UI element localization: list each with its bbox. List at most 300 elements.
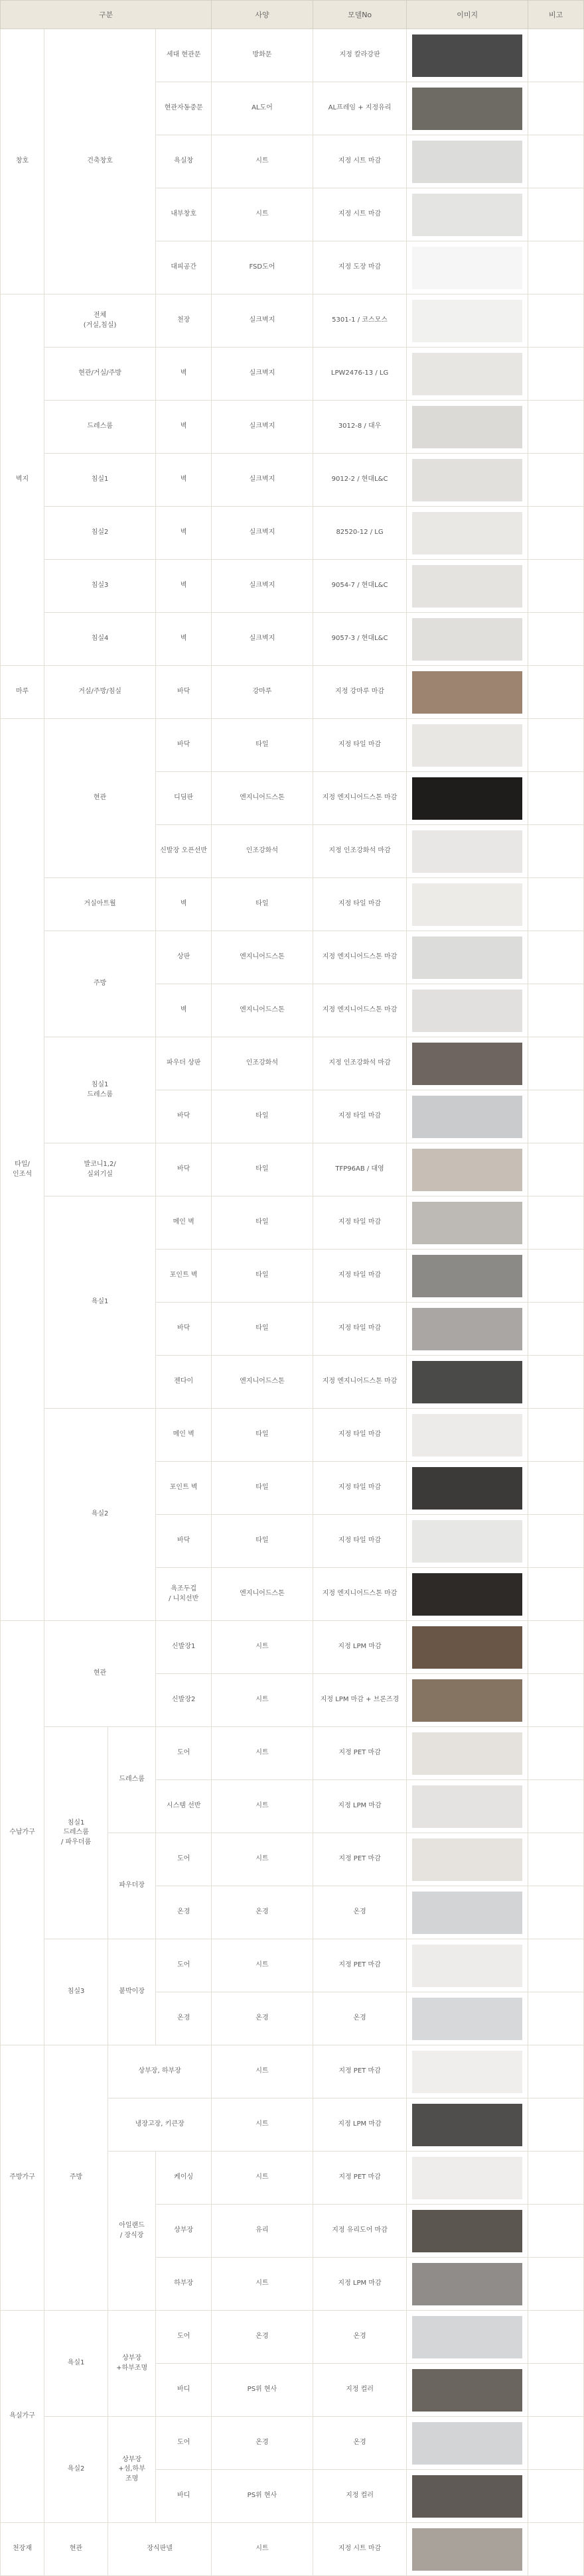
model-cell: 지정 LPM 마감 (313, 1621, 407, 1674)
spec-cell: 실크벽지 (212, 401, 313, 454)
spec-cell: 시트 (212, 1780, 313, 1833)
item-label: 신발장 오픈선반 (156, 825, 212, 878)
note-cell (528, 878, 583, 931)
item-label: 바닥 (156, 1303, 212, 1356)
note-cell (528, 1090, 583, 1143)
subcategory-label: 침실3 (44, 560, 156, 613)
image-cell (407, 294, 528, 348)
group-label: 파우더장 (108, 1833, 156, 1939)
image-cell (407, 29, 528, 82)
spec-cell: PS위 현사 (212, 2364, 313, 2417)
group-label: 욕실2 (44, 1409, 156, 1621)
model-cell: AL프레임 + 지정유리 (313, 82, 407, 135)
spec-cell: 타일 (212, 878, 313, 931)
spec-cell: 타일 (212, 1143, 313, 1196)
table-row (1, 1939, 584, 1992)
note-cell (528, 2205, 583, 2258)
note-cell (528, 2417, 583, 2470)
material-swatch (412, 2104, 522, 2146)
table-row (1, 348, 584, 401)
item-label: 도어 (156, 1833, 212, 1886)
note-cell (528, 135, 583, 188)
note-cell (528, 507, 583, 560)
subcategory-label: 현관/거실/주방 (44, 348, 156, 401)
note-cell (528, 1621, 583, 1674)
model-cell: 지정 PET 마감 (313, 1939, 407, 1992)
model-cell: 지정 타일 마감 (313, 878, 407, 931)
note-cell (528, 984, 583, 1037)
note-cell (528, 825, 583, 878)
note-cell (528, 931, 583, 984)
item-label: 냉장고장, 키큰장 (108, 2098, 212, 2152)
material-swatch (412, 2051, 522, 2093)
group-label: 상부장 +하부조명 (108, 2311, 156, 2417)
model-cell: 3012-8 / 대우 (313, 401, 407, 454)
item-label: 상부장, 하부장 (108, 2045, 212, 2098)
note-cell (528, 1250, 583, 1303)
group-label: 주방 (44, 2045, 108, 2311)
subcategory-label: 드레스룸 (44, 401, 156, 454)
note-cell (528, 2311, 583, 2364)
note-cell (528, 1196, 583, 1250)
item-label: 포인트 벽 (156, 1462, 212, 1515)
group-label: 현관 (44, 2523, 108, 2576)
note-cell (528, 2258, 583, 2311)
material-swatch (412, 247, 522, 289)
spec-cell: 타일 (212, 1303, 313, 1356)
item-label: 젠다이 (156, 1356, 212, 1409)
spec-cell: 타일 (212, 1196, 313, 1250)
note-cell (528, 348, 583, 401)
material-swatch (412, 1785, 522, 1828)
image-cell (407, 348, 528, 401)
item-label: 상판 (156, 931, 212, 984)
subcategory-label: 거실/주방/침실 (44, 666, 156, 719)
group-label: 현관 (44, 1621, 156, 1727)
item-label: 바닥 (156, 1515, 212, 1568)
model-cell: 지정 칼라강판 (313, 29, 407, 82)
spec-cell: 시트 (212, 1833, 313, 1886)
material-swatch (412, 1732, 522, 1775)
model-cell: 지정 타일 마감 (313, 1303, 407, 1356)
image-cell (407, 1143, 528, 1196)
header-row (1, 1, 584, 29)
image-cell (407, 2205, 528, 2258)
group-label: 창호 (1, 29, 44, 294)
group-label: 타일/ 인조석 (1, 719, 44, 1621)
material-swatch (412, 194, 522, 236)
material-swatch (412, 2422, 522, 2465)
material-swatch (412, 406, 522, 448)
note-cell (528, 613, 583, 666)
item-label: 욕실창 (156, 135, 212, 188)
image-cell (407, 1674, 528, 1727)
material-swatch (412, 2475, 522, 2518)
item-label: 벽 (156, 401, 212, 454)
image-cell (407, 772, 528, 825)
note-cell (528, 2152, 583, 2205)
item-label: 시스템 선반 (156, 1780, 212, 1833)
spec-cell: 시트 (212, 2523, 313, 2576)
image-cell (407, 507, 528, 560)
table-row (1, 507, 584, 560)
model-cell: 5301-1 / 코스모스 (313, 294, 407, 348)
material-swatch (412, 565, 522, 608)
spec-cell: 온경 (212, 2417, 313, 2470)
note-cell (528, 719, 583, 772)
spec-cell: 온경 (212, 1886, 313, 1939)
image-cell (407, 613, 528, 666)
group-label: 마루 (1, 666, 44, 719)
model-cell: 지정 인조강화석 마감 (313, 825, 407, 878)
table-row (1, 1409, 584, 1462)
material-swatch (412, 2210, 522, 2252)
model-cell: LPW2476-13 / LG (313, 348, 407, 401)
model-cell: 9012-2 / 현대L&C (313, 454, 407, 507)
image-cell (407, 2364, 528, 2417)
item-label: 신발장2 (156, 1674, 212, 1727)
spec-cell: 실크벽지 (212, 348, 313, 401)
spec-cell: 방화문 (212, 29, 313, 82)
model-cell: 지정 시트 마감 (313, 188, 407, 241)
spec-cell: 엔지니어드스톤 (212, 931, 313, 984)
item-label: 도어 (156, 2417, 212, 2470)
item-label: 세대 현관문 (156, 29, 212, 82)
note-cell (528, 188, 583, 241)
item-label: 바디 (156, 2470, 212, 2523)
table-row (1, 2045, 584, 2098)
model-cell: 지정 엔지니어드스톤 마감 (313, 1356, 407, 1409)
model-cell: 지정 엔지니어드스톤 마감 (313, 772, 407, 825)
image-cell (407, 719, 528, 772)
group-label: 현관 (44, 719, 156, 878)
material-swatch (412, 1626, 522, 1669)
note-cell (528, 1833, 583, 1886)
spec-cell: 시트 (212, 2258, 313, 2311)
spec-cell: 실크벽지 (212, 613, 313, 666)
model-cell: 지정 강마루 마감 (313, 666, 407, 719)
model-cell: 지정 엔지니어드스톤 마감 (313, 984, 407, 1037)
spec-cell: 시트 (212, 1939, 313, 1992)
note-cell (528, 1303, 583, 1356)
group-label: 욕실가구 (1, 2311, 44, 2523)
group-label: 드레스룸 (108, 1727, 156, 1833)
item-label: 벽 (156, 560, 212, 613)
image-cell (407, 1356, 528, 1409)
item-label: 욕조두겁 / 니치선반 (156, 1568, 212, 1621)
header-note: 비고 (528, 1, 583, 29)
image-cell (407, 1303, 528, 1356)
image-cell (407, 2311, 528, 2364)
image-cell (407, 1515, 528, 1568)
material-swatch (412, 1308, 522, 1350)
spec-cell: 시트 (212, 2045, 313, 2098)
group-label: 주방 (44, 931, 156, 1037)
item-label: 대피공간 (156, 241, 212, 294)
image-cell (407, 1833, 528, 1886)
spec-cell: 시트 (212, 2098, 313, 2152)
image-cell (407, 1992, 528, 2045)
material-swatch (412, 34, 522, 77)
group-label: 천장재 (1, 2523, 44, 2576)
item-label: 바디 (156, 2364, 212, 2417)
model-cell: 지정 컬러 (313, 2470, 407, 2523)
group-label: 벽지 (1, 294, 44, 666)
material-swatch (412, 618, 522, 661)
group-label: 침실1 드레스룸 / 파우더룸 (44, 1727, 108, 1939)
model-cell: 지정 시트 마감 (313, 2523, 407, 2576)
note-cell (528, 1780, 583, 1833)
image-cell (407, 2470, 528, 2523)
header-model: 모델No (313, 1, 407, 29)
model-cell: 지정 타일 마감 (313, 1250, 407, 1303)
model-cell: 온경 (313, 1886, 407, 1939)
note-cell (528, 401, 583, 454)
item-label: 메인 벽 (156, 1409, 212, 1462)
table-row (1, 878, 584, 931)
spec-cell: 유리 (212, 2205, 313, 2258)
model-cell: 지정 PET 마감 (313, 2045, 407, 2098)
image-cell (407, 2152, 528, 2205)
material-swatch (412, 777, 522, 820)
material-swatch (412, 990, 522, 1032)
group-label: 욕실1 (44, 2311, 108, 2417)
note-cell (528, 560, 583, 613)
group-label: 발코니1,2/ 실외기실 (44, 1143, 156, 1196)
note-cell (528, 1886, 583, 1939)
image-cell (407, 984, 528, 1037)
image-cell (407, 2258, 528, 2311)
item-label: 벽 (156, 878, 212, 931)
model-cell: 지정 도장 마감 (313, 241, 407, 294)
subcategory-label: 침실4 (44, 613, 156, 666)
item-label: 바닥 (156, 666, 212, 719)
material-swatch (412, 1945, 522, 1987)
model-cell: 지정 타일 마감 (313, 1090, 407, 1143)
image-cell (407, 1780, 528, 1833)
model-cell: 지정 PET 마감 (313, 1727, 407, 1780)
table-row (1, 454, 584, 507)
spec-cell: 온경 (212, 2311, 313, 2364)
model-cell: 지정 유리도어 마감 (313, 2205, 407, 2258)
material-swatch (412, 1520, 522, 1563)
item-label: 신발장1 (156, 1621, 212, 1674)
item-label: 디딤판 (156, 772, 212, 825)
material-swatch (412, 1892, 522, 1934)
table-row (1, 666, 584, 719)
note-cell (528, 1992, 583, 2045)
table-row (1, 2311, 584, 2364)
image-cell (407, 560, 528, 613)
image-cell (407, 1621, 528, 1674)
material-swatch (412, 1838, 522, 1881)
material-swatch (412, 2369, 522, 2412)
spec-cell: 타일 (212, 1515, 313, 1568)
table-row (1, 719, 584, 772)
model-cell: 지정 타일 마감 (313, 1462, 407, 1515)
item-label: 벽 (156, 613, 212, 666)
material-swatch (412, 1096, 522, 1138)
item-label: 파우더 상판 (156, 1037, 212, 1090)
note-cell (528, 1409, 583, 1462)
note-cell (528, 1462, 583, 1515)
image-cell (407, 1090, 528, 1143)
image-cell (407, 2523, 528, 2576)
material-swatch (412, 88, 522, 130)
spec-cell: 타일 (212, 1250, 313, 1303)
image-cell (407, 878, 528, 931)
note-cell (528, 82, 583, 135)
model-cell: 지정 인조강화석 마감 (313, 1037, 407, 1090)
image-cell (407, 188, 528, 241)
group-label: 욕실1 (44, 1196, 156, 1409)
table-row (1, 560, 584, 613)
note-cell (528, 454, 583, 507)
note-cell (528, 1515, 583, 1568)
note-cell (528, 1356, 583, 1409)
image-cell (407, 1250, 528, 1303)
model-cell: 지정 LPM 마감 (313, 2258, 407, 2311)
header-category: 구분 (1, 1, 212, 29)
image-cell (407, 1886, 528, 1939)
item-label: 도어 (156, 2311, 212, 2364)
image-cell (407, 2045, 528, 2098)
model-cell: 지정 LPM 마감 + 브론즈경 (313, 1674, 407, 1727)
model-cell: 지정 타일 마감 (313, 1409, 407, 1462)
material-swatch (412, 2157, 522, 2199)
note-cell (528, 1037, 583, 1090)
group-label: 침실3 (44, 1939, 108, 2045)
material-swatch (412, 883, 522, 926)
note-cell (528, 2098, 583, 2152)
material-swatch (412, 1255, 522, 1297)
item-label: 바닥 (156, 1090, 212, 1143)
spec-cell: 엔지니어드스톤 (212, 1568, 313, 1621)
material-swatch (412, 459, 522, 501)
material-swatch (412, 1998, 522, 2040)
image-cell (407, 1409, 528, 1462)
item-label: 벽 (156, 984, 212, 1037)
spec-cell: 시트 (212, 1674, 313, 1727)
material-swatch (412, 1467, 522, 1510)
item-label: 바닥 (156, 719, 212, 772)
image-cell (407, 1939, 528, 1992)
image-cell (407, 401, 528, 454)
spec-cell: 타일 (212, 1462, 313, 1515)
spec-cell: 타일 (212, 1090, 313, 1143)
header-spec: 사양 (212, 1, 313, 29)
model-cell: 온경 (313, 1992, 407, 2045)
material-swatch (412, 512, 522, 554)
spec-cell: 시트 (212, 2152, 313, 2205)
spec-cell: 시트 (212, 135, 313, 188)
image-cell (407, 2417, 528, 2470)
model-cell: TFP96AB / 대영 (313, 1143, 407, 1196)
model-cell: 지정 시트 마감 (313, 135, 407, 188)
spec-cell: 엔지니어드스톤 (212, 772, 313, 825)
group-label: 수납가구 (1, 1621, 44, 2045)
material-swatch (412, 141, 522, 183)
spec-cell: 시트 (212, 188, 313, 241)
image-cell (407, 1462, 528, 1515)
note-cell (528, 1939, 583, 1992)
table-row (1, 931, 584, 984)
note-cell (528, 666, 583, 719)
item-label: 천장 (156, 294, 212, 348)
table-row (1, 613, 584, 666)
note-cell (528, 2470, 583, 2523)
image-cell (407, 2098, 528, 2152)
group-label: 건축창호 (44, 29, 156, 294)
item-label: 하부장 (156, 2258, 212, 2311)
item-label: 도어 (156, 1939, 212, 1992)
spec-cell: 강마루 (212, 666, 313, 719)
model-cell: 지정 엔지니어드스톤 마감 (313, 1568, 407, 1621)
model-cell: 9057-3 / 현대L&C (313, 613, 407, 666)
image-cell (407, 82, 528, 135)
group-label: 주방가구 (1, 2045, 44, 2311)
spec-cell: 온경 (212, 1992, 313, 2045)
subcategory-label: 침실2 (44, 507, 156, 560)
material-swatch (412, 830, 522, 873)
spec-cell: 인조강화석 (212, 825, 313, 878)
material-swatch (412, 724, 522, 767)
spec-cell: 인조강화석 (212, 1037, 313, 1090)
model-cell: 9054-7 / 현대L&C (313, 560, 407, 613)
image-cell (407, 931, 528, 984)
item-label: 장식판넬 (108, 2523, 212, 2576)
image-cell (407, 825, 528, 878)
image-cell (407, 241, 528, 294)
material-swatch (412, 936, 522, 979)
spec-cell: 실크벽지 (212, 507, 313, 560)
spec-cell: 타일 (212, 719, 313, 772)
group-label: 욕실2 (44, 2417, 108, 2523)
table-row (1, 294, 584, 348)
spec-cell: 엔지니어드스톤 (212, 984, 313, 1037)
group-label: 침실1 드레스룸 (44, 1037, 156, 1143)
note-cell (528, 2523, 583, 2576)
table-row (1, 1037, 584, 1090)
item-label: 벽 (156, 507, 212, 560)
table-row (1, 1143, 584, 1196)
material-swatch (412, 1043, 522, 1085)
material-swatch (412, 2316, 522, 2358)
table-row (1, 401, 584, 454)
model-cell: 온경 (313, 2311, 407, 2364)
spec-cell: FSD도어 (212, 241, 313, 294)
item-label: 온경 (156, 1992, 212, 2045)
spec-cell: 실크벽지 (212, 294, 313, 348)
table-row (1, 2417, 584, 2470)
material-swatch (412, 671, 522, 714)
material-swatch (412, 1149, 522, 1191)
model-cell: 지정 타일 마감 (313, 1515, 407, 1568)
subcategory-label: 거실아트월 (44, 878, 156, 931)
material-swatch (412, 1202, 522, 1244)
image-cell (407, 1196, 528, 1250)
note-cell (528, 772, 583, 825)
image-cell (407, 1568, 528, 1621)
model-cell: 지정 LPM 마감 (313, 1780, 407, 1833)
item-label: 메인 벽 (156, 1196, 212, 1250)
item-label: 포인트 벽 (156, 1250, 212, 1303)
note-cell (528, 2045, 583, 2098)
image-cell (407, 135, 528, 188)
model-cell: 지정 PET 마감 (313, 1833, 407, 1886)
spec-cell: 실크벽지 (212, 454, 313, 507)
material-swatch (412, 2528, 522, 2571)
